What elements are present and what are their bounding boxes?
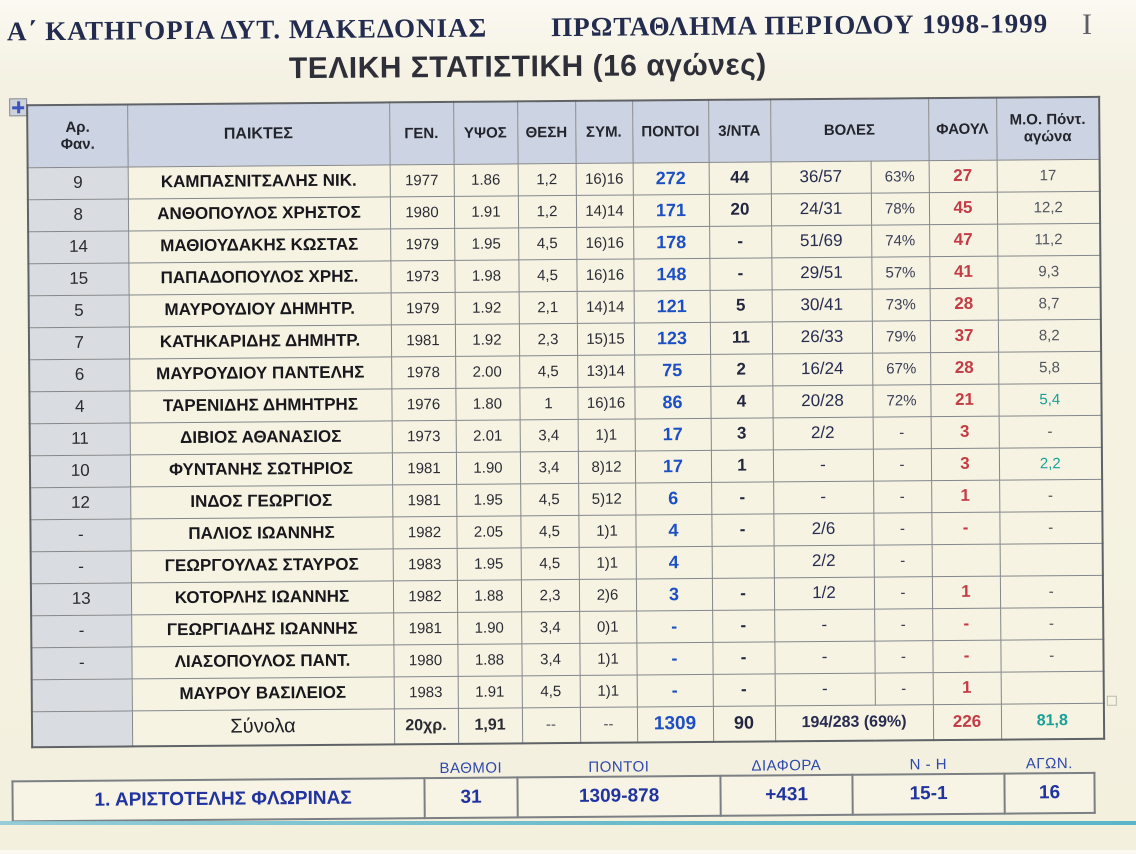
standings-table bbox=[11, 748, 1095, 823]
cell-height: 1.88 bbox=[457, 643, 521, 676]
cell-pos: 2,1 bbox=[519, 291, 577, 323]
cell-fouls: 28 bbox=[930, 352, 998, 385]
cell-name: ΚΑΤΗΚΑΡΙΔΗΣ ΔΗΜΗΤΡ. bbox=[129, 324, 391, 358]
cell-num: 12 bbox=[30, 486, 130, 519]
cell-fouls: 41 bbox=[929, 256, 997, 289]
cell-points: - bbox=[636, 610, 712, 643]
cell-fouls: - bbox=[932, 608, 1000, 641]
team-diff: +431 bbox=[720, 775, 852, 816]
cell-ftpct: 73% bbox=[872, 288, 930, 320]
cell-height: 1.90 bbox=[457, 611, 521, 644]
cell-ft: - bbox=[773, 481, 873, 514]
cell-fouls: 3 bbox=[931, 448, 999, 481]
cell-games: 14)14 bbox=[576, 194, 633, 226]
cell-avg: 5,4 bbox=[998, 383, 1101, 416]
cell-ftpct: 72% bbox=[872, 384, 930, 416]
cell-height: 1.80 bbox=[455, 387, 519, 420]
cell-fouls: 45 bbox=[929, 192, 997, 225]
cell-threes: 11 bbox=[710, 321, 772, 353]
cell-points: 17 bbox=[635, 418, 711, 451]
cell-threes: - bbox=[709, 225, 771, 257]
cell-name: ΑΝΘΟΠΟΥΛΟΣ ΧΡΗΣΤΟΣ bbox=[128, 196, 390, 230]
cell-num: 6 bbox=[29, 358, 129, 391]
cell-name: ΔΙΒΙΟΣ ΑΘΑΝΑΣΙΟΣ bbox=[130, 420, 392, 454]
cell-name: ΜΑΥΡΟΥΔΙΟΥ ΠΑΝΤΕΛΗΣ bbox=[129, 356, 391, 390]
cell-threes: - bbox=[712, 577, 774, 609]
cell-points: 4 bbox=[636, 546, 712, 579]
cell-points: 121 bbox=[634, 290, 710, 323]
cell-born: 1981 bbox=[392, 452, 456, 485]
cell-games: 16)16 bbox=[577, 386, 634, 418]
totals-jersey-cell bbox=[32, 710, 132, 747]
col-header-games: ΣΥΜ. bbox=[575, 100, 632, 162]
cell-ft: 1/2 bbox=[774, 577, 874, 610]
cell-ftpct: 74% bbox=[871, 224, 929, 256]
cell-name: ΛΙΑΣΟΠΟΥΛΟΣ ΠΑΝΤ. bbox=[131, 644, 393, 678]
cell-ft: 51/69 bbox=[771, 225, 871, 258]
totals-born: 20χρ. bbox=[394, 708, 458, 745]
cell-avg: 2,2 bbox=[999, 447, 1102, 480]
col-header-freethrows: ΒΟΛΕΣ bbox=[770, 98, 928, 161]
cell-ftpct: - bbox=[874, 576, 932, 608]
cell-height: 1.95 bbox=[457, 547, 521, 580]
cell-games: 15)15 bbox=[577, 322, 634, 354]
cell-threes bbox=[712, 545, 774, 577]
cell-ft: 24/31 bbox=[771, 193, 871, 226]
cell-ftpct: 57% bbox=[871, 256, 929, 288]
cell-avg: 8,7 bbox=[998, 287, 1101, 320]
cell-games: 8)12 bbox=[578, 450, 635, 482]
cell-avg: 11,2 bbox=[997, 223, 1100, 256]
cell-points: 75 bbox=[634, 354, 710, 387]
col-header-jersey: Αρ. Φαν. bbox=[27, 104, 127, 167]
cell-fouls: 27 bbox=[929, 160, 997, 193]
cell-ftpct: - bbox=[874, 640, 932, 672]
cell-threes: - bbox=[713, 673, 775, 705]
cell-ftpct: 78% bbox=[871, 192, 929, 224]
cell-avg: - bbox=[999, 415, 1102, 448]
cell-points: 86 bbox=[634, 386, 710, 419]
cell-ft: 2/6 bbox=[773, 513, 873, 546]
cell-ftpct: - bbox=[873, 416, 931, 448]
cell-ft: 30/41 bbox=[772, 289, 872, 322]
standings-header-winloss: Ν - Η bbox=[909, 756, 948, 774]
cell-fouls: 1 bbox=[933, 672, 1001, 705]
cell-name: ΠΑΛΙΟΣ ΙΩΑΝΝΗΣ bbox=[130, 516, 392, 550]
cell-pos: 3,4 bbox=[520, 419, 578, 451]
team-score: 1309-878 bbox=[517, 776, 720, 818]
table-resize-handle[interactable] bbox=[1107, 696, 1117, 706]
cell-games: 1)1 bbox=[580, 674, 637, 706]
cell-games: 13)14 bbox=[577, 354, 634, 386]
cell-pos: 1,2 bbox=[518, 163, 576, 195]
page-subtitle: ΤΕΛΙΚΗ ΣΤΑΤΙΣΤΙΚΗ (16 αγώνες) bbox=[288, 48, 767, 86]
cell-height: 1.92 bbox=[455, 291, 519, 324]
cell-born: 1982 bbox=[393, 580, 457, 613]
cell-born: 1980 bbox=[393, 644, 457, 677]
cell-ft: 2/2 bbox=[773, 417, 873, 450]
col-header-threes: 3/ΝΤΑ bbox=[708, 99, 770, 161]
cell-points: 272 bbox=[633, 162, 709, 195]
cell-ft: 2/2 bbox=[774, 545, 874, 578]
cell-ftpct: - bbox=[873, 480, 931, 512]
cell-threes: - bbox=[711, 481, 773, 513]
cell-num: 13 bbox=[31, 582, 131, 615]
cell-avg: - bbox=[999, 511, 1102, 544]
cell-threes: 1 bbox=[711, 449, 773, 481]
cell-ft: - bbox=[773, 449, 873, 482]
cell-threes: 4 bbox=[710, 385, 772, 417]
cell-height: 1.92 bbox=[455, 323, 519, 356]
cell-height: 1.88 bbox=[457, 579, 521, 612]
cell-ft: 36/57 bbox=[771, 161, 871, 194]
cell-num: 4 bbox=[29, 390, 129, 423]
table-move-handle-icon[interactable] bbox=[9, 98, 27, 116]
cell-name: ΠΑΠΑΔΟΠΟΥΛΟΣ ΧΡΗΣ. bbox=[128, 260, 390, 294]
cell-born: 1976 bbox=[391, 388, 455, 421]
totals-fouls: 226 bbox=[933, 704, 1001, 741]
cell-points: 148 bbox=[633, 258, 709, 291]
cell-pos: 1,2 bbox=[518, 195, 576, 227]
stats-table bbox=[26, 96, 1105, 748]
cell-name: ΚΟΤΟΡΛΗΣ ΙΩΑΝΝΗΣ bbox=[131, 580, 393, 614]
cell-pos: 4,5 bbox=[518, 227, 576, 259]
cell-born: 1980 bbox=[390, 196, 454, 229]
cell-height: 1.91 bbox=[458, 675, 522, 708]
cell-points: 3 bbox=[636, 578, 712, 611]
cell-threes: - bbox=[709, 257, 771, 289]
cell-born: 1983 bbox=[393, 548, 457, 581]
cell-height: 2.01 bbox=[456, 419, 520, 452]
cell-fouls: 28 bbox=[930, 288, 998, 321]
cell-pos: 4,5 bbox=[521, 547, 579, 579]
cell-avg: - bbox=[1000, 575, 1103, 608]
cell-born: 1979 bbox=[391, 292, 455, 325]
cell-threes: 3 bbox=[711, 417, 773, 449]
cell-games: 1)1 bbox=[578, 514, 635, 546]
cell-name: ΤΑΡΕΝΙΔΗΣ ΔΗΜΗΤΡΗΣ bbox=[129, 388, 391, 422]
cell-ftpct: - bbox=[874, 608, 932, 640]
cell-games: 0)1 bbox=[579, 610, 636, 642]
team-winloss: 15-1 bbox=[852, 774, 1004, 815]
cell-fouls bbox=[932, 544, 1000, 577]
cell-ftpct: - bbox=[874, 544, 932, 576]
cell-threes: 2 bbox=[710, 353, 772, 385]
title-season: ΠΡΩΤΑΘΛΗΜΑ ΠΕΡΙΟΔΟΥ 1998-1999 bbox=[551, 8, 1049, 43]
cell-born: 1981 bbox=[393, 612, 457, 645]
totals-freethrows: 194/283 (69%) bbox=[775, 704, 933, 741]
cell-pos: 2,3 bbox=[519, 323, 577, 355]
cell-ftpct: 67% bbox=[872, 352, 930, 384]
cell-avg bbox=[1000, 543, 1103, 576]
cell-name: ΚΑΜΠΑΣΝΙΤΣΑΛΗΣ ΝΙΚ. bbox=[128, 164, 390, 198]
cell-fouls: 47 bbox=[929, 224, 997, 257]
cell-name: ΜΑΥΡΟΥΔΙΟΥ ΔΗΜΗΤΡ. bbox=[129, 292, 391, 326]
cell-fouls: - bbox=[932, 640, 1000, 673]
cell-games: 2)6 bbox=[579, 578, 636, 610]
cell-games: 16)16 bbox=[576, 258, 633, 290]
totals-label: Σύνολα bbox=[132, 708, 394, 746]
cell-born: 1979 bbox=[390, 228, 454, 261]
col-header-avg: Μ.Ο. Πόντ. αγώνα bbox=[996, 97, 1099, 160]
cell-pos: 4,5 bbox=[522, 675, 580, 707]
cell-height: 1.91 bbox=[454, 195, 518, 228]
cell-pos: 4,5 bbox=[520, 483, 578, 515]
cell-born: 1978 bbox=[391, 356, 455, 389]
cell-name: ΓΕΩΡΓΙΑΔΗΣ ΙΩΑΝΝΗΣ bbox=[131, 612, 393, 646]
cell-height: 1.86 bbox=[454, 163, 518, 196]
cell-avg: - bbox=[1000, 639, 1103, 672]
cell-ftpct: - bbox=[875, 672, 933, 704]
team-points-won: 31 bbox=[424, 777, 517, 818]
cell-pos: 2,3 bbox=[521, 579, 579, 611]
team-name: 1. ΑΡΙΣΤΟΤΕΛΗΣ ΦΛΩΡΙΝΑΣ bbox=[12, 778, 424, 821]
cell-num: 10 bbox=[30, 454, 130, 487]
cell-points: 171 bbox=[633, 194, 709, 227]
cell-points: 123 bbox=[634, 322, 710, 355]
standings-header-games: ΑΓΩΝ. bbox=[1025, 755, 1073, 773]
cell-ft: 29/51 bbox=[771, 257, 871, 290]
cell-born: 1973 bbox=[390, 260, 454, 293]
cell-born: 1981 bbox=[391, 324, 455, 357]
cell-fouls: 3 bbox=[931, 416, 999, 449]
cell-num: 11 bbox=[30, 422, 130, 455]
cell-fouls: 37 bbox=[930, 320, 998, 353]
cell-pos: 3,4 bbox=[521, 643, 579, 675]
totals-points: 1309 bbox=[637, 706, 713, 743]
cell-name: ΓΕΩΡΓΟΥΛΑΣ ΣΤΑΥΡΟΣ bbox=[131, 548, 393, 582]
cell-born: 1983 bbox=[394, 676, 458, 709]
cell-ft: - bbox=[774, 609, 874, 642]
cell-games: 1)1 bbox=[579, 546, 636, 578]
cell-points: - bbox=[637, 674, 713, 707]
cell-threes: - bbox=[712, 641, 774, 673]
cell-num bbox=[32, 678, 132, 711]
cell-games: 14)14 bbox=[577, 290, 634, 322]
page-title bbox=[0, 8, 1058, 47]
cell-height: 2.05 bbox=[456, 515, 520, 548]
cell-name: ΙΝΔΟΣ ΓΕΩΡΓΙΟΣ bbox=[130, 484, 392, 518]
bottom-divider-line bbox=[0, 821, 1136, 825]
standings-header-spacer bbox=[12, 753, 424, 781]
cell-num: 15 bbox=[28, 262, 128, 295]
header-row bbox=[27, 97, 1099, 167]
col-header-fouls: ΦΑΟΥΛ bbox=[928, 98, 996, 161]
cell-born: 1973 bbox=[392, 420, 456, 453]
cell-ftpct: - bbox=[873, 512, 931, 544]
cell-ft: 16/24 bbox=[772, 353, 872, 386]
cell-pos: 3,4 bbox=[521, 611, 579, 643]
cell-threes: - bbox=[711, 513, 773, 545]
col-header-position: ΘΕΣΗ bbox=[517, 101, 575, 163]
cell-born: 1981 bbox=[392, 484, 456, 517]
cell-avg: 17 bbox=[997, 159, 1100, 192]
cell-fouls: 1 bbox=[932, 576, 1000, 609]
cell-num: - bbox=[31, 614, 131, 647]
cell-num: - bbox=[30, 518, 130, 551]
stats-table-body bbox=[28, 159, 1104, 711]
cell-num: 5 bbox=[29, 294, 129, 327]
cell-num: 8 bbox=[28, 198, 128, 231]
cell-points: 6 bbox=[635, 482, 711, 515]
cell-threes: - bbox=[712, 609, 774, 641]
cell-games: 16)16 bbox=[576, 162, 633, 194]
cell-height: 1.90 bbox=[456, 451, 520, 484]
cell-height: 1.95 bbox=[456, 483, 520, 516]
standings-header-diff: ΔΙΑΦΟΡΑ bbox=[751, 757, 822, 775]
cell-avg: - bbox=[999, 479, 1102, 512]
cell-avg: - bbox=[1000, 607, 1103, 640]
cell-fouls: 1 bbox=[931, 480, 999, 513]
cell-born: 1982 bbox=[392, 516, 456, 549]
totals-threes: 90 bbox=[713, 705, 775, 741]
cell-threes: 20 bbox=[709, 193, 771, 225]
cell-ft: - bbox=[775, 673, 875, 706]
cell-games: 5)12 bbox=[578, 482, 635, 514]
cell-points: 178 bbox=[633, 226, 709, 259]
cell-avg bbox=[1001, 671, 1104, 704]
cell-name: ΦΥΝΤΑΝΗΣ ΣΩΤΗΡΙΟΣ bbox=[130, 452, 392, 486]
cell-ft: 26/33 bbox=[772, 321, 872, 354]
cell-pos: 3,4 bbox=[520, 451, 578, 483]
cell-fouls: 21 bbox=[930, 384, 998, 417]
cell-pos: 4,5 bbox=[518, 259, 576, 291]
text-cursor-icon: I bbox=[1082, 8, 1092, 41]
cell-games: 16)16 bbox=[576, 226, 633, 258]
cell-num: 9 bbox=[28, 166, 128, 199]
totals-avg: 81,8 bbox=[1001, 703, 1104, 740]
cell-height: 1.95 bbox=[454, 227, 518, 260]
cell-avg: 8,2 bbox=[998, 319, 1101, 352]
col-header-born: ΓΕΝ. bbox=[389, 102, 453, 165]
cell-threes: 5 bbox=[710, 289, 772, 321]
cell-pos: 4,5 bbox=[520, 515, 578, 547]
totals-position: -- bbox=[522, 707, 580, 743]
totals-games: -- bbox=[580, 706, 637, 742]
totals-height: 1,91 bbox=[458, 707, 522, 744]
cell-height: 2.00 bbox=[455, 355, 519, 388]
cell-avg: 12,2 bbox=[997, 191, 1100, 224]
cell-avg: 5,8 bbox=[998, 351, 1101, 384]
cell-name: ΜΑΥΡΟΥ ΒΑΣΙΛΕΙΟΣ bbox=[132, 676, 394, 710]
standings-team-row bbox=[12, 773, 1094, 821]
cell-ftpct: - bbox=[873, 448, 931, 480]
cell-name: ΜΑΘΙΟΥΔΑΚΗΣ ΚΩΣΤΑΣ bbox=[128, 228, 390, 262]
standings-header-score: ΠΟΝΤΟΙ bbox=[588, 758, 650, 776]
cell-num: - bbox=[31, 646, 131, 679]
cell-avg: 9,3 bbox=[997, 255, 1100, 288]
cell-games: 1)1 bbox=[578, 418, 635, 450]
cell-points: - bbox=[636, 642, 712, 675]
cell-ft: - bbox=[774, 641, 874, 674]
cell-points: 4 bbox=[635, 514, 711, 547]
totals-row bbox=[32, 703, 1104, 747]
cell-fouls: - bbox=[931, 512, 999, 545]
team-games: 16 bbox=[1004, 773, 1094, 814]
col-header-players: ΠΑΙΚΤΕΣ bbox=[127, 102, 389, 166]
cell-ftpct: 79% bbox=[872, 320, 930, 352]
cell-num: 14 bbox=[28, 230, 128, 263]
standings-header-points-won: ΒΑΘΜΟΙ bbox=[439, 759, 503, 778]
col-header-height: ΥΨΟΣ bbox=[453, 101, 517, 164]
cell-born: 1977 bbox=[390, 164, 454, 197]
cell-points: 17 bbox=[635, 450, 711, 483]
title-league: Α΄ ΚΑΤΗΓΟΡΙΑ ΔΥΤ. ΜΑΚΕΔΟΝΙΑΣ bbox=[6, 12, 488, 47]
cell-games: 1)1 bbox=[579, 642, 636, 674]
cell-pos: 1 bbox=[519, 387, 577, 419]
cell-height: 1.98 bbox=[454, 259, 518, 292]
cell-num: - bbox=[31, 550, 131, 583]
cell-threes: 44 bbox=[709, 161, 771, 193]
col-header-points: ΠΟΝΤΟΙ bbox=[632, 100, 708, 163]
cell-ft: 20/28 bbox=[772, 385, 872, 418]
cell-pos: 4,5 bbox=[519, 355, 577, 387]
cell-num: 7 bbox=[29, 326, 129, 359]
cell-ftpct: 63% bbox=[871, 160, 929, 192]
